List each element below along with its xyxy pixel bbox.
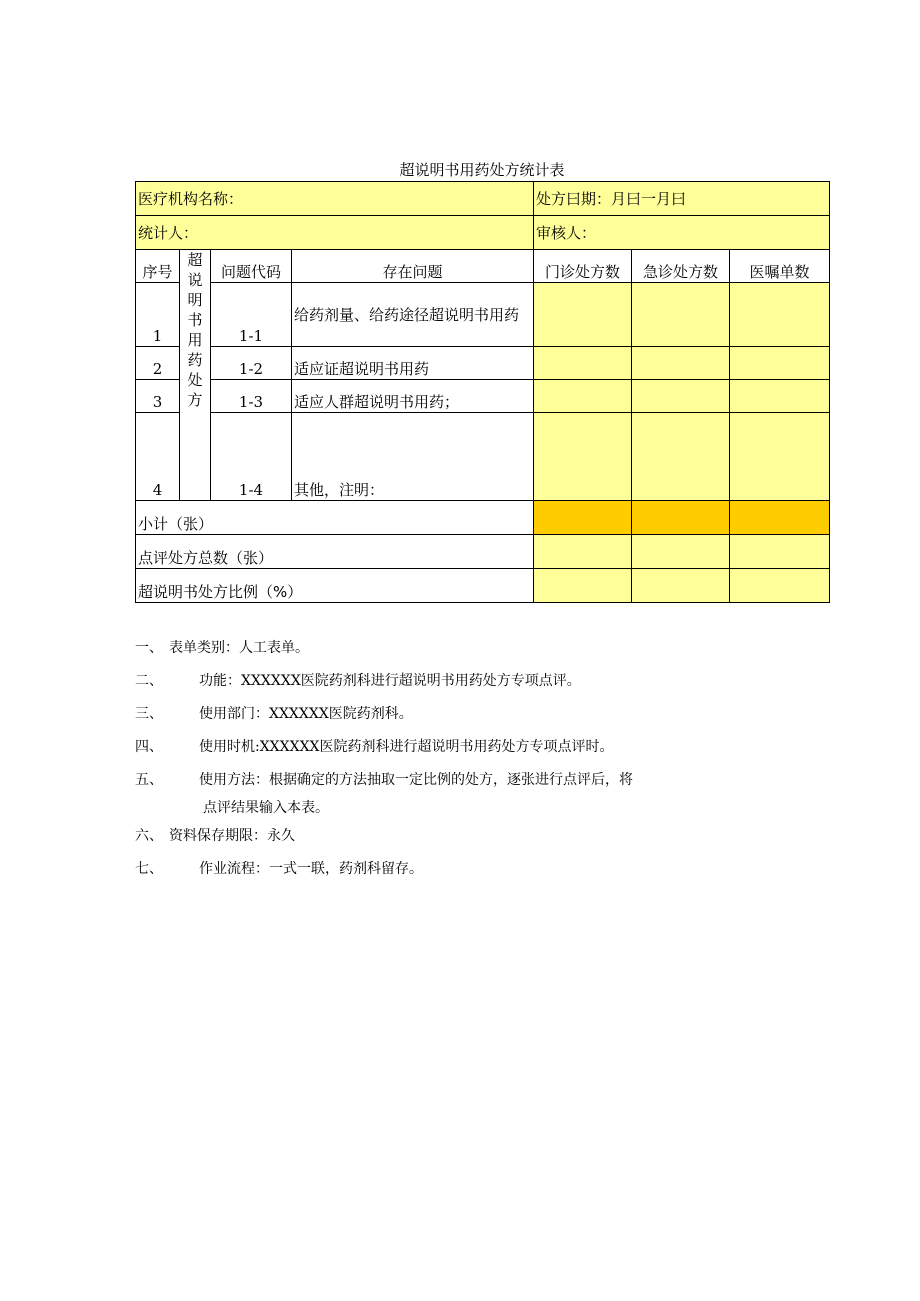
outpatient-count-cell[interactable] xyxy=(534,413,632,501)
row-code: 1-1 xyxy=(211,283,292,347)
statistics-table xyxy=(135,181,830,603)
emergency-count-cell[interactable] xyxy=(632,413,730,501)
row-issue: 适应证超说明书用药 xyxy=(292,347,534,380)
emergency-count-cell[interactable] xyxy=(632,283,730,347)
subtotal-row xyxy=(136,501,830,535)
orders-count-cell[interactable] xyxy=(730,380,830,413)
list-item: 七、 作业流程：一式一联，药剂科留存。 xyxy=(135,861,423,877)
list-item-continuation: 点评结果输入本表。 xyxy=(203,800,329,816)
col-header-outpatient: 门诊处方数 xyxy=(534,250,632,283)
list-item: 五、 使用方法：根据确定的方法抽取一定比例的处方，逐张进行点评后，将 xyxy=(135,772,633,788)
table-row xyxy=(136,347,830,380)
row-issue: 给药剂量、给药途径超说明书用药 xyxy=(292,283,534,347)
prescription-period-cell[interactable]: 处方曰期：月曰一月曰 xyxy=(534,182,830,216)
ratio-emergency-cell[interactable] xyxy=(632,569,730,603)
header-row-institution xyxy=(136,182,830,216)
row-code: 1-4 xyxy=(211,413,292,501)
row-seq: 1 xyxy=(136,283,180,347)
list-item: 四、 使用时机:XXXXXX医院药剂科进行超说明书用药处方专项点评时。 xyxy=(135,739,614,755)
institution-name-cell[interactable]: 医疗机构名称： xyxy=(136,182,534,216)
total-row xyxy=(136,535,830,569)
list-item: 二、 功能：XXXXXX医院药剂科进行超说明书用药处方专项点评。 xyxy=(135,673,581,689)
orders-count-cell[interactable] xyxy=(730,347,830,380)
outpatient-count-cell[interactable] xyxy=(534,283,632,347)
total-outpatient-cell[interactable] xyxy=(534,535,632,569)
row-code: 1-2 xyxy=(211,347,292,380)
total-orders-cell[interactable] xyxy=(730,535,830,569)
outpatient-count-cell[interactable] xyxy=(534,380,632,413)
table-row xyxy=(136,283,830,347)
ratio-row xyxy=(136,569,830,603)
reviewer-cell[interactable]: 审核人： xyxy=(534,216,830,250)
form-title: 超说明书用药处方统计表 xyxy=(399,161,565,179)
col-header-seq: 序号 xyxy=(136,250,180,283)
table-row xyxy=(136,413,830,501)
list-item: 一、 表单类别：人工表单。 xyxy=(135,640,309,656)
col-header-code: 问题代码 xyxy=(211,250,292,283)
subtotal-emergency-cell[interactable] xyxy=(632,501,730,535)
col-header-category: 超说明书用药处方 xyxy=(180,250,211,501)
header-row-staff xyxy=(136,216,830,250)
row-seq: 2 xyxy=(136,347,180,380)
row-issue: 其他，注明： xyxy=(292,413,534,501)
total-emergency-cell[interactable] xyxy=(632,535,730,569)
orders-count-cell[interactable] xyxy=(730,413,830,501)
row-seq: 3 xyxy=(136,380,180,413)
col-header-emergency: 急诊处方数 xyxy=(632,250,730,283)
list-item: 六、 资料保存期限：永久 xyxy=(135,828,295,844)
col-header-issue: 存在问题 xyxy=(292,250,534,283)
row-issue: 适应人群超说明书用药； xyxy=(292,380,534,413)
counter-cell[interactable]: 统计人： xyxy=(136,216,534,250)
emergency-count-cell[interactable] xyxy=(632,380,730,413)
outpatient-count-cell[interactable] xyxy=(534,347,632,380)
list-item: 三、 使用部门：XXXXXX医院药剂科。 xyxy=(135,706,413,722)
subtotal-label: 小计（张） xyxy=(136,501,534,535)
subtotal-orders-cell[interactable] xyxy=(730,501,830,535)
row-code: 1-3 xyxy=(211,380,292,413)
ratio-label: 超说明书处方比例（%） xyxy=(136,569,534,603)
col-header-orders: 医嘱单数 xyxy=(730,250,830,283)
ratio-outpatient-cell[interactable] xyxy=(534,569,632,603)
usage-notes xyxy=(135,638,835,892)
orders-count-cell[interactable] xyxy=(730,283,830,347)
subtotal-outpatient-cell[interactable] xyxy=(534,501,632,535)
column-header-row xyxy=(136,250,830,283)
table-row xyxy=(136,380,830,413)
ratio-orders-cell[interactable] xyxy=(730,569,830,603)
emergency-count-cell[interactable] xyxy=(632,347,730,380)
row-seq: 4 xyxy=(136,413,180,501)
total-label: 点评处方总数（张） xyxy=(136,535,534,569)
